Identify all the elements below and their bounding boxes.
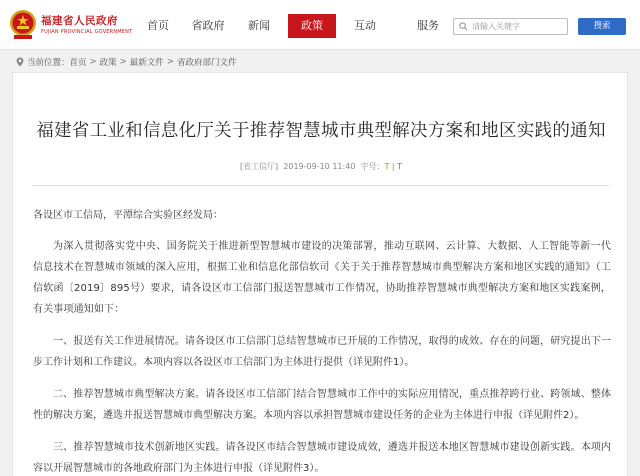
article-body <box>33 205 611 476</box>
article-salutation: 各设区市工信局，平潭综合实验区经发局： <box>33 210 223 221</box>
breadcrumb-separator: > <box>89 57 97 67</box>
search-input[interactable] <box>472 19 566 34</box>
logo-subtitle: FUJIAN PROVINCIAL GOVERNMENT <box>41 29 133 35</box>
national-emblem-icon <box>8 8 38 40</box>
article-meta <box>13 161 629 172</box>
article-paragraph: 三、推荐智慧城市技术创新地区实践。请各设区市结合智慧城市建设成效，遴选并报送本地区智慧城市建设创新实践。本项内容以开展智慧城市的各地政府部门为主体进行申报（详见附件3）。 <box>33 442 611 474</box>
breadcrumb-separator: > <box>119 57 127 67</box>
title-divider <box>33 185 609 186</box>
breadcrumb-dept-files[interactable]: 省政府部门文件 <box>176 58 237 68</box>
font-size-small-button[interactable]: T <box>397 162 403 171</box>
article-panel <box>12 72 628 476</box>
breadcrumb-latest-files[interactable]: 最新文件 <box>129 58 164 68</box>
article-paragraph: 为深入贯彻落实党中央、国务院关于推进新型智慧城市建设的决策部署，推动互联网、云计算、大数据、人工智能等新一代信息技术在智慧城市领域的深入应用，根据工业和信息化部信软司《关于关于推荐智慧城市典型解决方案和地区实践的通知》（工信软函〔2019〕895号）要求，请各设区市工信部门报送智慧城市工作情况，协助推荐智慧城市典型解决方案和地区实践案例，有关事项通知如下： <box>33 241 611 315</box>
article-paragraph: 一、报送有关工作进展情况。请各设区市工信部门总结智慧城市已开展的工作情况，取得的成效、存在的问题，研究提出下一步工作计划和工作建议。本项内容以各设区市工信部门为主体进行提供（详见附件1）。 <box>33 336 611 368</box>
article-source: [省工信厅] <box>239 162 279 171</box>
location-pin-icon <box>16 57 24 67</box>
article-date: 2019-09-10 11:40 <box>283 162 356 171</box>
font-size-label: 字号： <box>360 162 385 171</box>
nav-provincial-gov[interactable]: 省政府 <box>191 19 225 32</box>
breadcrumb-separator: > <box>166 57 174 67</box>
search-box <box>453 18 568 35</box>
site-logo[interactable] <box>8 8 133 42</box>
nav-home[interactable]: 首页 <box>147 19 169 32</box>
nav-interaction[interactable]: 互动 <box>354 19 376 32</box>
breadcrumb-home[interactable]: 首页 <box>69 58 87 68</box>
nav-policy[interactable]: 政策 <box>288 14 336 38</box>
article-title: 福建省工业和信息化厅关于推荐智慧城市典型解决方案和地区实践的通知 <box>36 121 606 141</box>
breadcrumb-prefix: 当前位置： <box>27 58 70 68</box>
nav-service[interactable]: 服务 <box>417 19 439 32</box>
nav-news[interactable]: 新闻 <box>248 19 270 32</box>
search-button[interactable]: 搜索 <box>578 18 626 35</box>
main-nav <box>134 14 452 38</box>
search-icon <box>459 22 468 31</box>
font-size-large-button[interactable]: T <box>384 162 390 171</box>
breadcrumb <box>16 56 236 68</box>
font-size-separator: | <box>391 162 395 171</box>
logo-title: 福建省人民政府 <box>41 15 118 27</box>
breadcrumb-policy[interactable]: 政策 <box>99 58 117 68</box>
top-header <box>0 0 640 50</box>
article-paragraph: 二、推荐智慧城市典型解决方案。请各设区市工信部门结合智慧城市工作中的实际应用情况，重点推荐跨行业、跨领域、整体性的解决方案，遴选并报送智慧城市典型解决方案。本项内容以承担智慧城市建设任务的企业为主体进行申报（详见附件2）。 <box>33 389 611 421</box>
